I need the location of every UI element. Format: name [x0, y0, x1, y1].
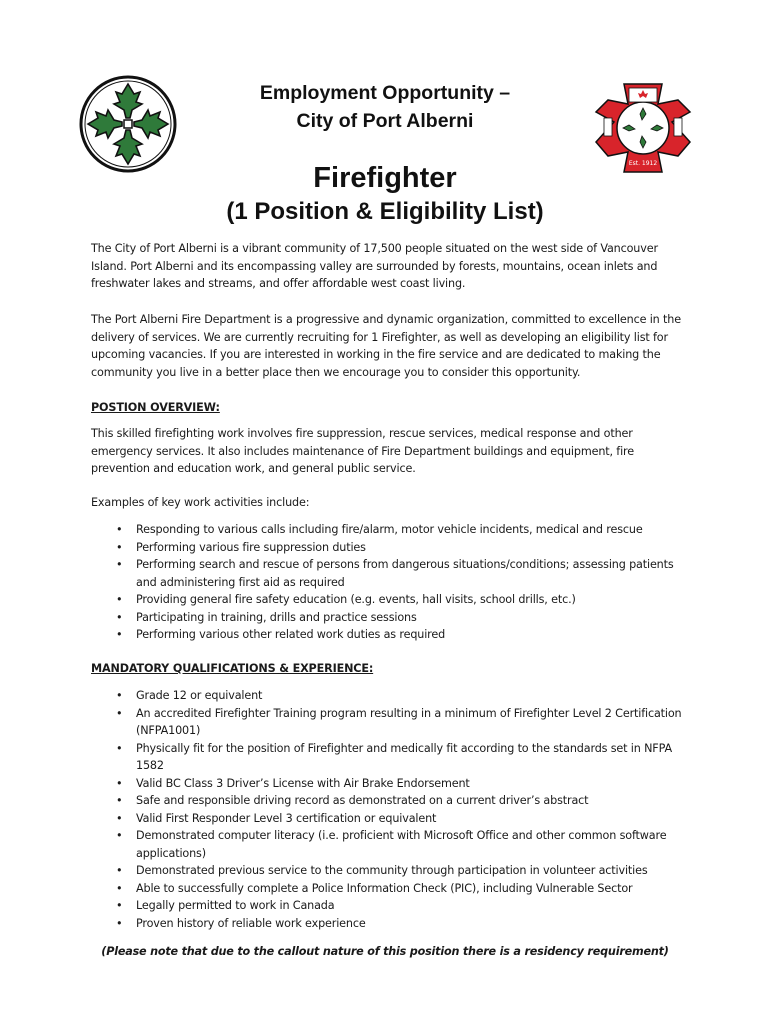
overview-paragraph: This skilled firefighting work involves fire suppression, rescue services, medical response and other emergency services. It also includes maintenance of Fire Department buildings and equipment, fire prevention and education work, and general public service. [91, 427, 634, 475]
qualifications-heading: MANDATORY QUALIFICATIONS & EXPERIENCE: [91, 662, 374, 675]
list-item: • Able to successfully complete a Police Information Check (PIC), including Vulnerable Sector [91, 880, 691, 898]
activities-list [91, 521, 691, 644]
page-subtitle: (1 Position & Eligibility List) [226, 198, 544, 225]
qualifications-list [91, 687, 691, 932]
header-line-1: Employment Opportunity – [259, 82, 511, 104]
overview-heading: POSTION OVERVIEW: [91, 401, 220, 414]
list-item: • Participating in training, drills and practice sessions [91, 609, 691, 627]
list-item: • Demonstrated previous service to the community through participation in volunteer activities [91, 862, 691, 880]
list-item: • Performing various other related work duties as required [91, 626, 691, 644]
list-item: • Physically fit for the position of Firefighter and medically fit according to the standards set in NFPA 1582 [91, 740, 691, 775]
list-item: • Performing search and rescue of persons from dangerous situations/conditions; assessing patients and administering first aid as required [91, 556, 691, 591]
list-item: • Responding to various calls including fire/alarm, motor vehicle incidents, medical and rescue [91, 521, 691, 539]
list-item: • Performing various fire suppression duties [91, 539, 691, 557]
page-title: Firefighter [313, 162, 457, 194]
residency-note: (Please note that due to the callout nature of this position there is a residency requirement) [101, 945, 669, 958]
list-item: • Grade 12 or equivalent [91, 687, 691, 705]
examples-intro: Examples of key work activities include: [91, 496, 310, 509]
intro-paragraph-2: The Port Alberni Fire Department is a progressive and dynamic organization, committed to excellence in the delivery of services. We are currently recruiting for 1 Firefighter, as well as developing an eligibility list for upcoming vacancies. If you are interested in working in the fire service and are dedicated to making the community you live in a better place then we encourage you to consider this opportunity. [91, 313, 681, 379]
badge-est-text: Est. 1912 [628, 160, 658, 167]
list-item: • Valid BC Class 3 Driver’s License with Air Brake Endorsement [91, 775, 691, 793]
intro-paragraph-1: The City of Port Alberni is a vibrant community of 17,500 people situated on the west side of Vancouver Island. Port Alberni and its encompassing valley are surrounded by forests, mountains, ocean inlets and freshwater lakes and streams, and offer affordable west coast living. [91, 242, 658, 290]
list-item: • Proven history of reliable work experience [91, 915, 691, 933]
list-item: • Legally permitted to work in Canada [91, 897, 691, 915]
fire-department-badge-icon [594, 82, 692, 174]
list-item: • Demonstrated computer literacy (i.e. proficient with Microsoft Office and other common software applications) [91, 827, 691, 862]
city-logo-icon [78, 74, 178, 174]
list-item: • An accredited Firefighter Training program resulting in a minimum of Firefighter Level 2 Certification (NFPA1001) [91, 705, 691, 740]
list-item: • Valid First Responder Level 3 certification or equivalent [91, 810, 691, 828]
list-item: • Safe and responsible driving record as demonstrated on a current driver’s abstract [91, 792, 691, 810]
header-line-2: City of Port Alberni [296, 110, 474, 132]
list-item: • Providing general fire safety education (e.g. events, hall visits, school drills, etc.) [91, 591, 691, 609]
